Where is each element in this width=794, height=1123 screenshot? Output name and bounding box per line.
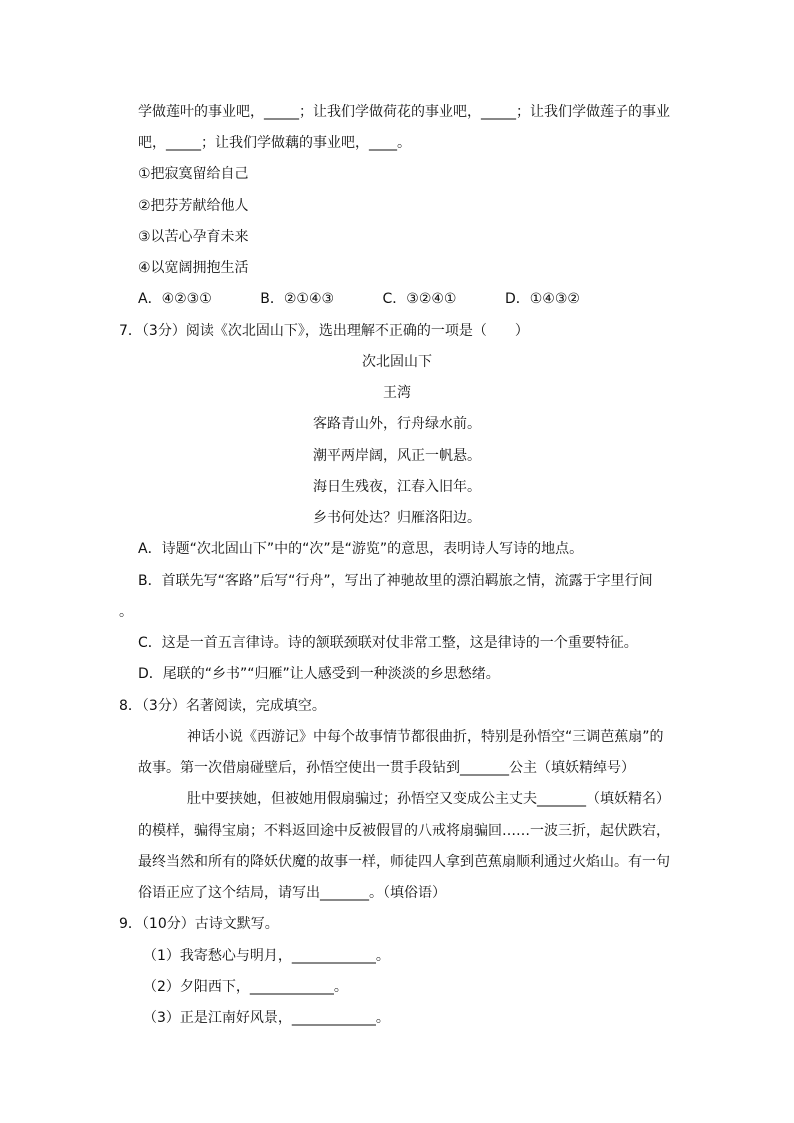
- q7-option-b-line-2: 。: [119, 604, 133, 620]
- q8-line-2: 故事。第一次借扇碰壁后，孙悟空使出一贯手段钻到_______公主（填妖精绰号）: [138, 760, 635, 776]
- q9-stem: 9．（10分）古诗文默写。: [119, 916, 279, 932]
- poem-line-2: 潮平两岸阔，风正一帆悬。: [313, 448, 481, 464]
- q6-line-1: 学做莲叶的事业吧，_____；让我们学做荷花的事业吧，_____；让我们学做莲子的事业: [138, 104, 670, 120]
- q7-option-d: D．尾联的“乡书”“归雁”让人感受到一种淡淡的乡思愁绪。: [138, 666, 500, 682]
- q7-option-a: A．诗题“次北固山下”中的“次”是“游览”的意思，表明诗人写诗的地点。: [138, 541, 584, 557]
- q6-options: [138, 289, 580, 309]
- q9-item-2: （2）夕阳西下，____________。: [143, 979, 348, 995]
- q6-item-3: ③以苦心孕育未来: [138, 229, 249, 245]
- poem-line-1: 客路青山外，行舟绿水前。: [313, 416, 481, 432]
- q8-line-6: 俗语正应了这个结局，请写出_______。（填俗语）: [138, 885, 446, 901]
- poem-line-4: 乡书何处达？归雁洛阳边。: [313, 510, 481, 526]
- poem-title: 次北固山下: [362, 354, 432, 370]
- q6-item-2: ②把芬芳献给他人: [138, 198, 249, 214]
- poem-line-3: 海日生残夜，江春入旧年。: [313, 479, 481, 495]
- poem-author: 王湾: [383, 385, 411, 401]
- q9-item-3: （3）正是江南好风景，____________。: [143, 1010, 390, 1026]
- q9-item-1: （1）我寄愁心与明月，____________。: [143, 948, 390, 964]
- q6-option-d: D．①④③②: [504, 291, 580, 307]
- q7-option-b-line-1: B．首联先写“客路”后写“行舟”，写出了神驰故里的漂泊羁旅之情，流露于字里行间: [138, 573, 653, 589]
- q8-line-3: 肚中要挟她，但被她用假扇骗过；孙悟空又变成公主丈夫_______（填妖精名）: [187, 791, 670, 807]
- q6-item-1: ①把寂寞留给自己: [138, 166, 249, 182]
- q8-stem: 8．（3分）名著阅读，完成填空。: [119, 698, 326, 714]
- q7-option-c: C．这是一首五言律诗。诗的颔联颈联对仗非常工整，这是律诗的一个重要特征。: [138, 635, 638, 651]
- q7-stem: 7．（3分）阅读《次北固山下》，选出理解不正确的一项是（ ）: [119, 323, 529, 339]
- q6-option-b: B．②①④③: [260, 291, 335, 307]
- q8-line-1: 神话小说《西游记》中每个故事情节都很曲折，特别是孙悟空“三调芭蕉扇”的: [187, 729, 664, 745]
- q6-line-2: 吧，_____；让我们学做藕的事业吧，____。: [138, 135, 411, 151]
- q6-item-4: ④以宽阔拥抱生活: [138, 260, 249, 276]
- q8-line-4: 的模样，骗得宝扇；不料返回途中反被假冒的八戒将扇骗回……一波三折，起伏跌宕，: [138, 823, 670, 839]
- q8-line-5: 最终当然和所有的降妖伏魔的故事一样，师徒四人拿到芭蕉扇顺利通过火焰山。有一句: [138, 854, 670, 870]
- q6-option-c: C．③②④①: [382, 291, 457, 307]
- q6-option-a: A．④②③①: [138, 291, 212, 307]
